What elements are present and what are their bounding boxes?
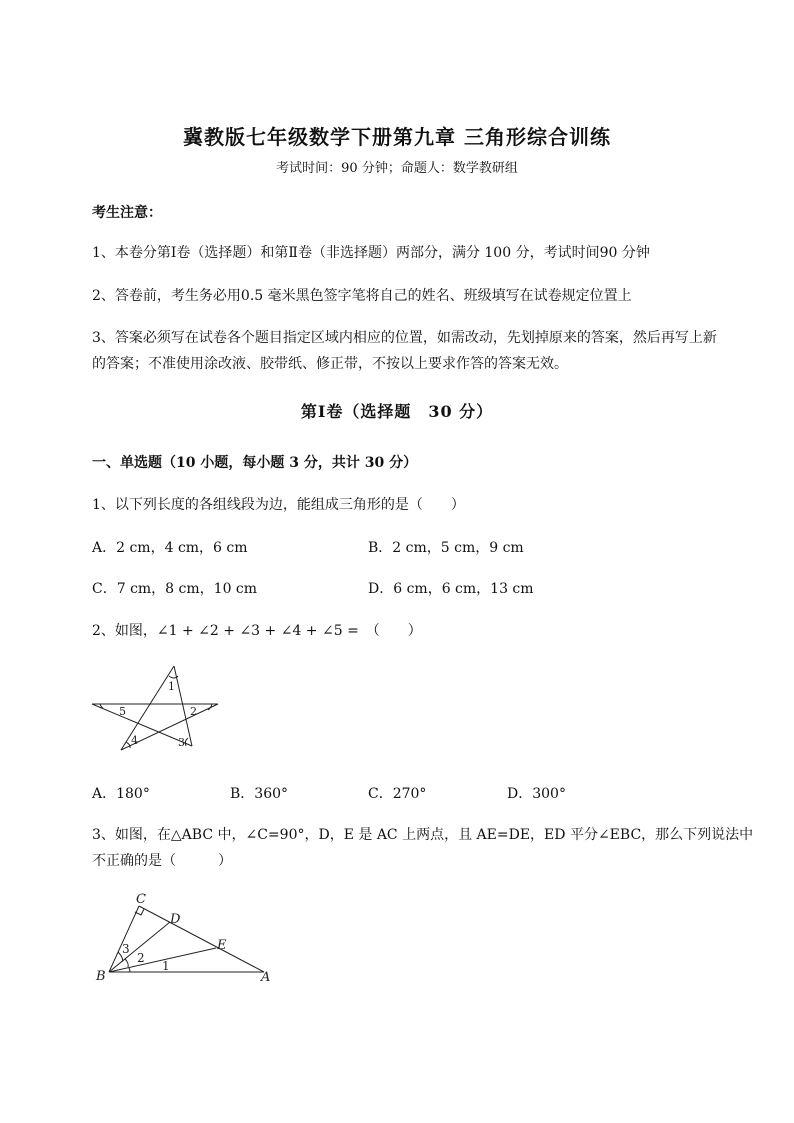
question-1-option-a[interactable]: A．2 cm，4 cm，6 cm [92,540,248,556]
section-title: 第Ⅰ卷（选择题 30 分） [300,402,494,421]
question-2-option-a[interactable]: A．180° [92,786,150,802]
exam-info: 考试时间：90 分钟；命题人：数学教研组 [276,161,518,176]
angle-1-arc [129,968,130,972]
triangle-figure [92,892,282,984]
question-3-stem-line-2: 不正确的是（ ） [92,853,232,869]
notice-item-3: 3、答案必须写在试卷各个题目指定区域内相应的位置，如需改动，先划掉原来的答案，然后再写上新 [92,330,717,346]
question-1-stem: 1、以下列长度的各组线段为边，能组成三角形的是（ ） [92,497,465,513]
question-2-option-b[interactable]: B．360° [230,786,289,802]
star-label-4: 4 [131,734,138,747]
notice-heading: 考生注意： [92,205,162,221]
star-label-3: 3 [178,736,185,749]
triangle-side-ca [139,906,264,972]
question-1-option-d[interactable]: D．6 cm，6 cm，13 cm [368,581,534,597]
question-2-option-d[interactable]: D．300° [507,786,566,802]
triangle-side-bc [109,906,139,972]
point-label-d: D [170,912,181,927]
question-1-option-c[interactable]: C．7 cm，8 cm，10 cm [92,581,258,597]
page-title: 冀教版七年级数学下册第九章 三角形综合训练 [183,125,611,149]
notice-item-3-continued: 的答案；不准使用涂改液、胶带纸、修正带，不按以上要求作答的答案无效。 [92,356,568,372]
question-1-option-b[interactable]: B．2 cm，5 cm，9 cm [368,540,524,556]
angle-label-3: 3 [122,942,130,956]
star-label-1: 1 [168,680,175,693]
question-2-stem: 2、如图，∠1 + ∠2 + ∠3 + ∠4 + ∠5 = （ ） [92,623,422,639]
question-3-stem-line-1: 3、如图，在△ABC 中，∠C=90°，D，E 是 AC 上两点，且 AE=DE，ED 平分∠EBC，那么下列说法中 [92,827,754,843]
vertex-label-a: A [261,970,271,984]
vertex-label-c: C [136,892,146,907]
part-heading: 一、单选题（10 小题，每小题 3 分，共计 30 分） [92,455,418,471]
vertex-label-b: B [96,969,106,984]
angle-3-arc [185,738,188,746]
point-label-e: E [217,938,227,953]
angle-label-1: 1 [162,959,170,973]
question-2-option-c[interactable]: C．270° [368,786,427,802]
notice-item-2: 2、答卷前，考生务必用0.5 毫米黑色签字笔将自己的姓名、班级填写在试卷规定位置上 [92,288,632,304]
star-figure [88,662,224,754]
angle-label-2: 2 [137,951,145,965]
star-label-2: 2 [190,705,197,718]
angle-2-arc [125,959,128,967]
notice-item-1: 1、本卷分第Ⅰ卷（选择题）和第Ⅱ卷（非选择题）两部分，满分 100 分，考试时间90 分钟 [92,245,650,261]
star-label-5: 5 [119,705,126,718]
